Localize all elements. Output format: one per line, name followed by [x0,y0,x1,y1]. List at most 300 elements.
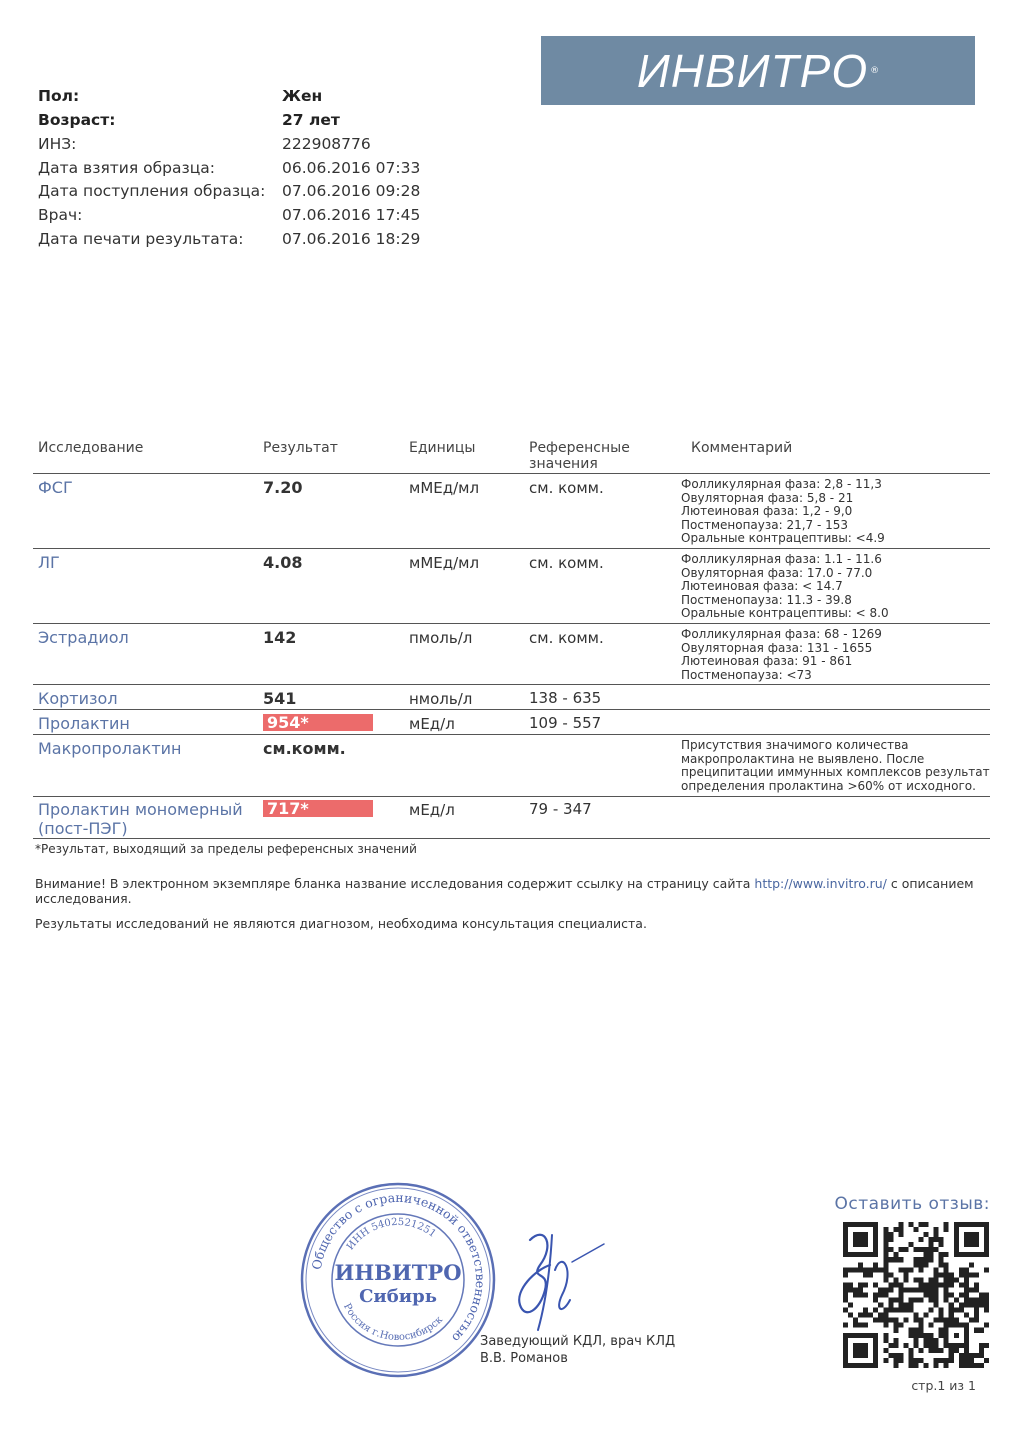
info-label: ИНЗ: [38,135,77,153]
comment-line: преципитации иммунных комплексов результат [681,765,990,779]
test-name-link[interactable]: Пролактин [38,714,130,733]
qr-module [924,1222,929,1227]
qr-module [898,1323,903,1328]
qr-module [929,1338,934,1343]
page-number: стр.1 из 1 [911,1378,976,1393]
comment [681,739,990,793]
qr-module [959,1363,964,1368]
qr-module [853,1252,858,1257]
qr-module [853,1353,858,1358]
company-stamp [298,1180,498,1380]
qr-module [954,1227,959,1232]
header-result: Результат [263,440,338,456]
qr-module [883,1333,888,1338]
qr-module [863,1232,868,1237]
qr-module [924,1343,929,1348]
qr-module [919,1277,924,1282]
reference-value: см. комм. [529,629,604,647]
notice-not-diagnosis: Результаты исследований не являются диагнозом, необходима консультация специалиста. [35,916,647,931]
units-value: пмоль/л [409,629,473,647]
qr-module [878,1313,883,1318]
qr-module [913,1287,918,1292]
qr-module [929,1252,934,1257]
qr-module [969,1298,974,1303]
qr-module [929,1237,934,1242]
qr-module [888,1308,893,1313]
qr-module [858,1282,863,1287]
comment-line: Фолликулярная фаза: 68 - 1269 [681,627,882,641]
qr-module [873,1358,878,1363]
qr-module [853,1242,858,1247]
qr-module [984,1242,989,1247]
qr-module [954,1343,959,1348]
qr-module [954,1298,959,1303]
qr-module [843,1287,848,1292]
qr-module [853,1287,858,1292]
qr-module [843,1308,848,1313]
qr-module [853,1237,858,1242]
test-name-link[interactable]: ЛГ [38,553,60,572]
qr-module [974,1222,979,1227]
qr-module [954,1308,959,1313]
qr-module [984,1232,989,1237]
units-value: мМЕд/мл [409,479,480,497]
qr-module [944,1363,949,1368]
qr-module [853,1318,858,1323]
qr-module [913,1262,918,1267]
qr-module [954,1277,959,1282]
qr-module [888,1287,893,1292]
qr-module [883,1242,888,1247]
qr-module [954,1247,959,1252]
qr-module [863,1323,868,1328]
qr-module [843,1323,848,1328]
header-test: Исследование [38,440,144,456]
logo-registered-mark: ® [870,65,880,76]
qr-module [893,1277,898,1282]
qr-module [873,1242,878,1247]
qr-module [954,1333,959,1338]
qr-module [934,1318,939,1323]
comment [681,478,885,546]
qr-module [954,1318,959,1323]
qr-module [848,1252,853,1257]
qr-module [853,1333,858,1338]
qr-module [878,1287,883,1292]
qr-module [898,1358,903,1363]
qr-module [888,1318,893,1323]
qr-module [974,1287,979,1292]
test-name-line1: Пролактин мономерный [38,800,243,819]
qr-module [964,1267,969,1272]
qr-module [858,1348,863,1353]
qr-module [848,1363,853,1368]
qr-module [924,1333,929,1338]
qr-module [959,1353,964,1358]
qr-module [924,1262,929,1267]
qr-module [883,1318,888,1323]
qr-module [969,1358,974,1363]
qr-module [888,1247,893,1252]
qr-module [919,1348,924,1353]
qr-module [863,1348,868,1353]
qr-module [919,1222,924,1227]
info-label: Врач: [38,206,83,224]
qr-module [964,1333,969,1338]
qr-module [848,1287,853,1292]
qr-module [883,1323,888,1328]
qr-module [858,1292,863,1297]
qr-module [883,1252,888,1257]
qr-module [959,1303,964,1308]
footnote: *Результат, выходящий за пределы референсных значений [35,842,417,856]
qr-module [873,1247,878,1252]
qr-module [944,1358,949,1363]
qr-module [858,1242,863,1247]
qr-module [919,1328,924,1333]
qr-module [858,1287,863,1292]
qr-module [944,1227,949,1232]
qr-module [919,1358,924,1363]
qr-module [873,1348,878,1353]
qr-module [853,1348,858,1353]
qr-module [888,1232,893,1237]
qr-module [863,1313,868,1318]
qr-module [964,1222,969,1227]
qr-module [843,1343,848,1348]
qr-module [913,1343,918,1348]
reference-value: 109 - 557 [529,714,602,732]
qr-module [934,1358,939,1363]
qr-module [929,1257,934,1262]
comment [681,628,882,682]
qr-module [863,1282,868,1287]
qr-module [919,1237,924,1242]
qr-module [898,1287,903,1292]
qr-module [848,1267,853,1272]
qr-module [969,1318,974,1323]
qr-module [888,1282,893,1287]
notice-text: исследования. [35,891,132,906]
qr-module [974,1328,979,1333]
qr-module [964,1303,969,1308]
qr-module [888,1257,893,1262]
qr-module [888,1343,893,1348]
comment-line: Овуляторная фаза: 5,8 - 21 [681,490,854,505]
qr-module [974,1232,979,1237]
qr-module [954,1232,959,1237]
qr-module [908,1333,913,1338]
qr-module [949,1303,954,1308]
qr-module [929,1287,934,1292]
qr-module [949,1292,954,1297]
qr-module [843,1232,848,1237]
qr-module [964,1272,969,1277]
table-divider [33,709,990,710]
qr-module [944,1328,949,1333]
qr-module [959,1323,964,1328]
qr-module [929,1343,934,1348]
table-divider [33,796,990,797]
qr-module [974,1242,979,1247]
qr-module [863,1242,868,1247]
units-value: мМЕд/мл [409,554,480,572]
test-name-link[interactable]: Макропролактин [38,739,182,758]
qr-module [908,1222,913,1227]
qr-module [883,1272,888,1277]
info-value: 07.06.2016 17:45 [282,206,421,224]
qr-module [893,1298,898,1303]
qr-module [858,1323,863,1328]
qr-module [858,1262,863,1267]
qr-module [848,1303,853,1308]
comment-line: Постменопауза: 11.3 - 39.8 [681,592,852,607]
feedback-qr-code[interactable] [843,1222,989,1368]
qr-module [969,1237,974,1242]
qr-module [883,1358,888,1363]
result-value: см.комм. [263,739,346,758]
units-value: нмоль/л [409,690,473,708]
qr-module [883,1292,888,1297]
qr-module [893,1252,898,1257]
comment-line: определения пролактина >60% от исходного. [681,778,976,793]
table-divider [33,473,990,474]
qr-module [939,1237,944,1242]
qr-module [893,1328,898,1333]
qr-module [853,1363,858,1368]
feedback-label: Оставить отзыв: [834,1194,990,1214]
qr-module [883,1338,888,1343]
qr-module [898,1257,903,1262]
qr-module [949,1313,954,1318]
info-label: Пол: [38,87,80,105]
test-name-link[interactable]: Эстрадиол [38,628,129,647]
qr-module [913,1328,918,1333]
qr-module [893,1353,898,1358]
qr-module [858,1363,863,1368]
qr-module [868,1333,873,1338]
qr-module [974,1237,979,1242]
qr-module [944,1323,949,1328]
qr-module [924,1363,929,1368]
result-value: 4.08 [263,553,303,572]
header-comment: Комментарий [691,440,793,456]
qr-module [974,1298,979,1303]
qr-module [848,1333,853,1338]
signer-name: В.В. Романов [480,1351,568,1366]
qr-module [939,1308,944,1313]
qr-module [853,1323,858,1328]
stamp-ring-text: Общество с ограниченной ответственностью [308,1189,489,1346]
qr-module [964,1287,969,1292]
qr-module [843,1237,848,1242]
qr-module [863,1252,868,1257]
qr-module [873,1252,878,1257]
result-value: 142 [263,628,297,647]
qr-module [964,1292,969,1297]
qr-module [979,1252,984,1257]
test-name-link[interactable] [38,800,243,838]
qr-module [873,1308,878,1313]
qr-module [984,1222,989,1227]
qr-module [893,1338,898,1343]
qr-module [913,1363,918,1368]
header-reference-line2: значения [529,456,598,472]
qr-module [908,1308,913,1313]
qr-module [883,1257,888,1262]
qr-module [969,1353,974,1358]
qr-module [964,1343,969,1348]
qr-module [863,1272,868,1277]
qr-module [929,1323,934,1328]
qr-module [929,1247,934,1252]
qr-module [934,1227,939,1232]
qr-module [964,1358,969,1363]
qr-module [924,1232,929,1237]
qr-module [984,1323,989,1328]
qr-module [919,1333,924,1338]
qr-module [878,1303,883,1308]
test-name-line2: (пост-ПЭГ) [38,819,128,838]
qr-module [959,1292,964,1297]
info-value: 06.06.2016 07:33 [282,159,421,177]
qr-module [919,1247,924,1252]
info-label: Дата взятия образца: [38,159,216,177]
qr-module [908,1358,913,1363]
qr-module [908,1303,913,1308]
qr-module [934,1237,939,1242]
qr-module [959,1308,964,1313]
qr-module [939,1242,944,1247]
qr-module [868,1252,873,1257]
qr-module [873,1222,878,1227]
qr-module [843,1267,848,1272]
qr-module [919,1287,924,1292]
qr-module [878,1292,883,1297]
qr-module [873,1338,878,1343]
qr-module [863,1308,868,1313]
qr-module [873,1333,878,1338]
qr-module [964,1277,969,1282]
qr-module [919,1257,924,1262]
qr-module [979,1353,984,1358]
qr-module [903,1267,908,1272]
invitro-site-link[interactable]: http://www.invitro.ru/ [754,876,887,891]
qr-module [929,1277,934,1282]
qr-module [878,1318,883,1323]
qr-module [939,1272,944,1277]
qr-module [858,1252,863,1257]
qr-module [929,1348,934,1353]
qr-module [964,1353,969,1358]
qr-module [908,1242,913,1247]
qr-module [913,1313,918,1318]
qr-module [908,1353,913,1358]
qr-module [883,1348,888,1353]
stamp-city: Россия г.Новосибирск [340,1301,446,1344]
qr-module [908,1298,913,1303]
qr-module [984,1303,989,1308]
qr-module [903,1287,908,1292]
qr-module [888,1303,893,1308]
qr-module [898,1282,903,1287]
notice-text: Внимание! В электронном экземпляре бланка название исследования содержит ссылку на страницу сайта [35,876,755,891]
qr-module [898,1298,903,1303]
qr-module [853,1343,858,1348]
qr-module [898,1267,903,1272]
header-reference [529,440,630,472]
qr-module [898,1222,903,1227]
qr-module [843,1242,848,1247]
qr-module [959,1222,964,1227]
qr-module [843,1348,848,1353]
qr-module [888,1237,893,1242]
qr-module [984,1267,989,1272]
signer-title: Заведующий КДЛ, врач КЛД [480,1334,676,1349]
test-name-link[interactable]: ФСГ [38,478,73,497]
qr-module [944,1272,949,1277]
qr-module [908,1363,913,1368]
qr-module [843,1252,848,1257]
qr-module [858,1353,863,1358]
qr-module [898,1303,903,1308]
stamp-title: ИНВИТРО [334,1260,462,1285]
stamp-inn: ИНН 5402521251 [345,1216,438,1253]
qr-module [913,1333,918,1338]
test-name-link[interactable]: Кортизол [38,689,118,708]
qr-module [858,1343,863,1348]
qr-module [969,1262,974,1267]
qr-module [843,1298,848,1303]
qr-module [858,1313,863,1318]
qr-module [944,1333,949,1338]
qr-module [939,1262,944,1267]
qr-module [939,1257,944,1262]
qr-module [848,1222,853,1227]
qr-module [863,1292,868,1297]
qr-module [853,1267,858,1272]
qr-module [853,1222,858,1227]
qr-module [954,1237,959,1242]
qr-module [949,1348,954,1353]
qr-module [929,1242,934,1247]
qr-module [969,1242,974,1247]
qr-module [858,1232,863,1237]
qr-module [979,1222,984,1227]
qr-module [984,1252,989,1257]
qr-module [949,1282,954,1287]
qr-module [934,1277,939,1282]
header-units: Единицы [409,440,476,456]
qr-module [924,1252,929,1257]
qr-module [924,1292,929,1297]
qr-module [888,1353,893,1358]
qr-module [843,1247,848,1252]
qr-module [913,1257,918,1262]
qr-module [903,1303,908,1308]
qr-module [964,1328,969,1333]
qr-module [959,1343,964,1348]
qr-module [858,1237,863,1242]
notice-text: с описанием [886,876,974,891]
svg-text:Россия г.Новосибирск [341,1302,446,1343]
info-value: 07.06.2016 09:28 [282,182,421,200]
qr-module [873,1353,878,1358]
qr-module [898,1292,903,1297]
qr-module [939,1328,944,1333]
reference-value: 79 - 347 [529,800,592,818]
qr-module [873,1318,878,1323]
